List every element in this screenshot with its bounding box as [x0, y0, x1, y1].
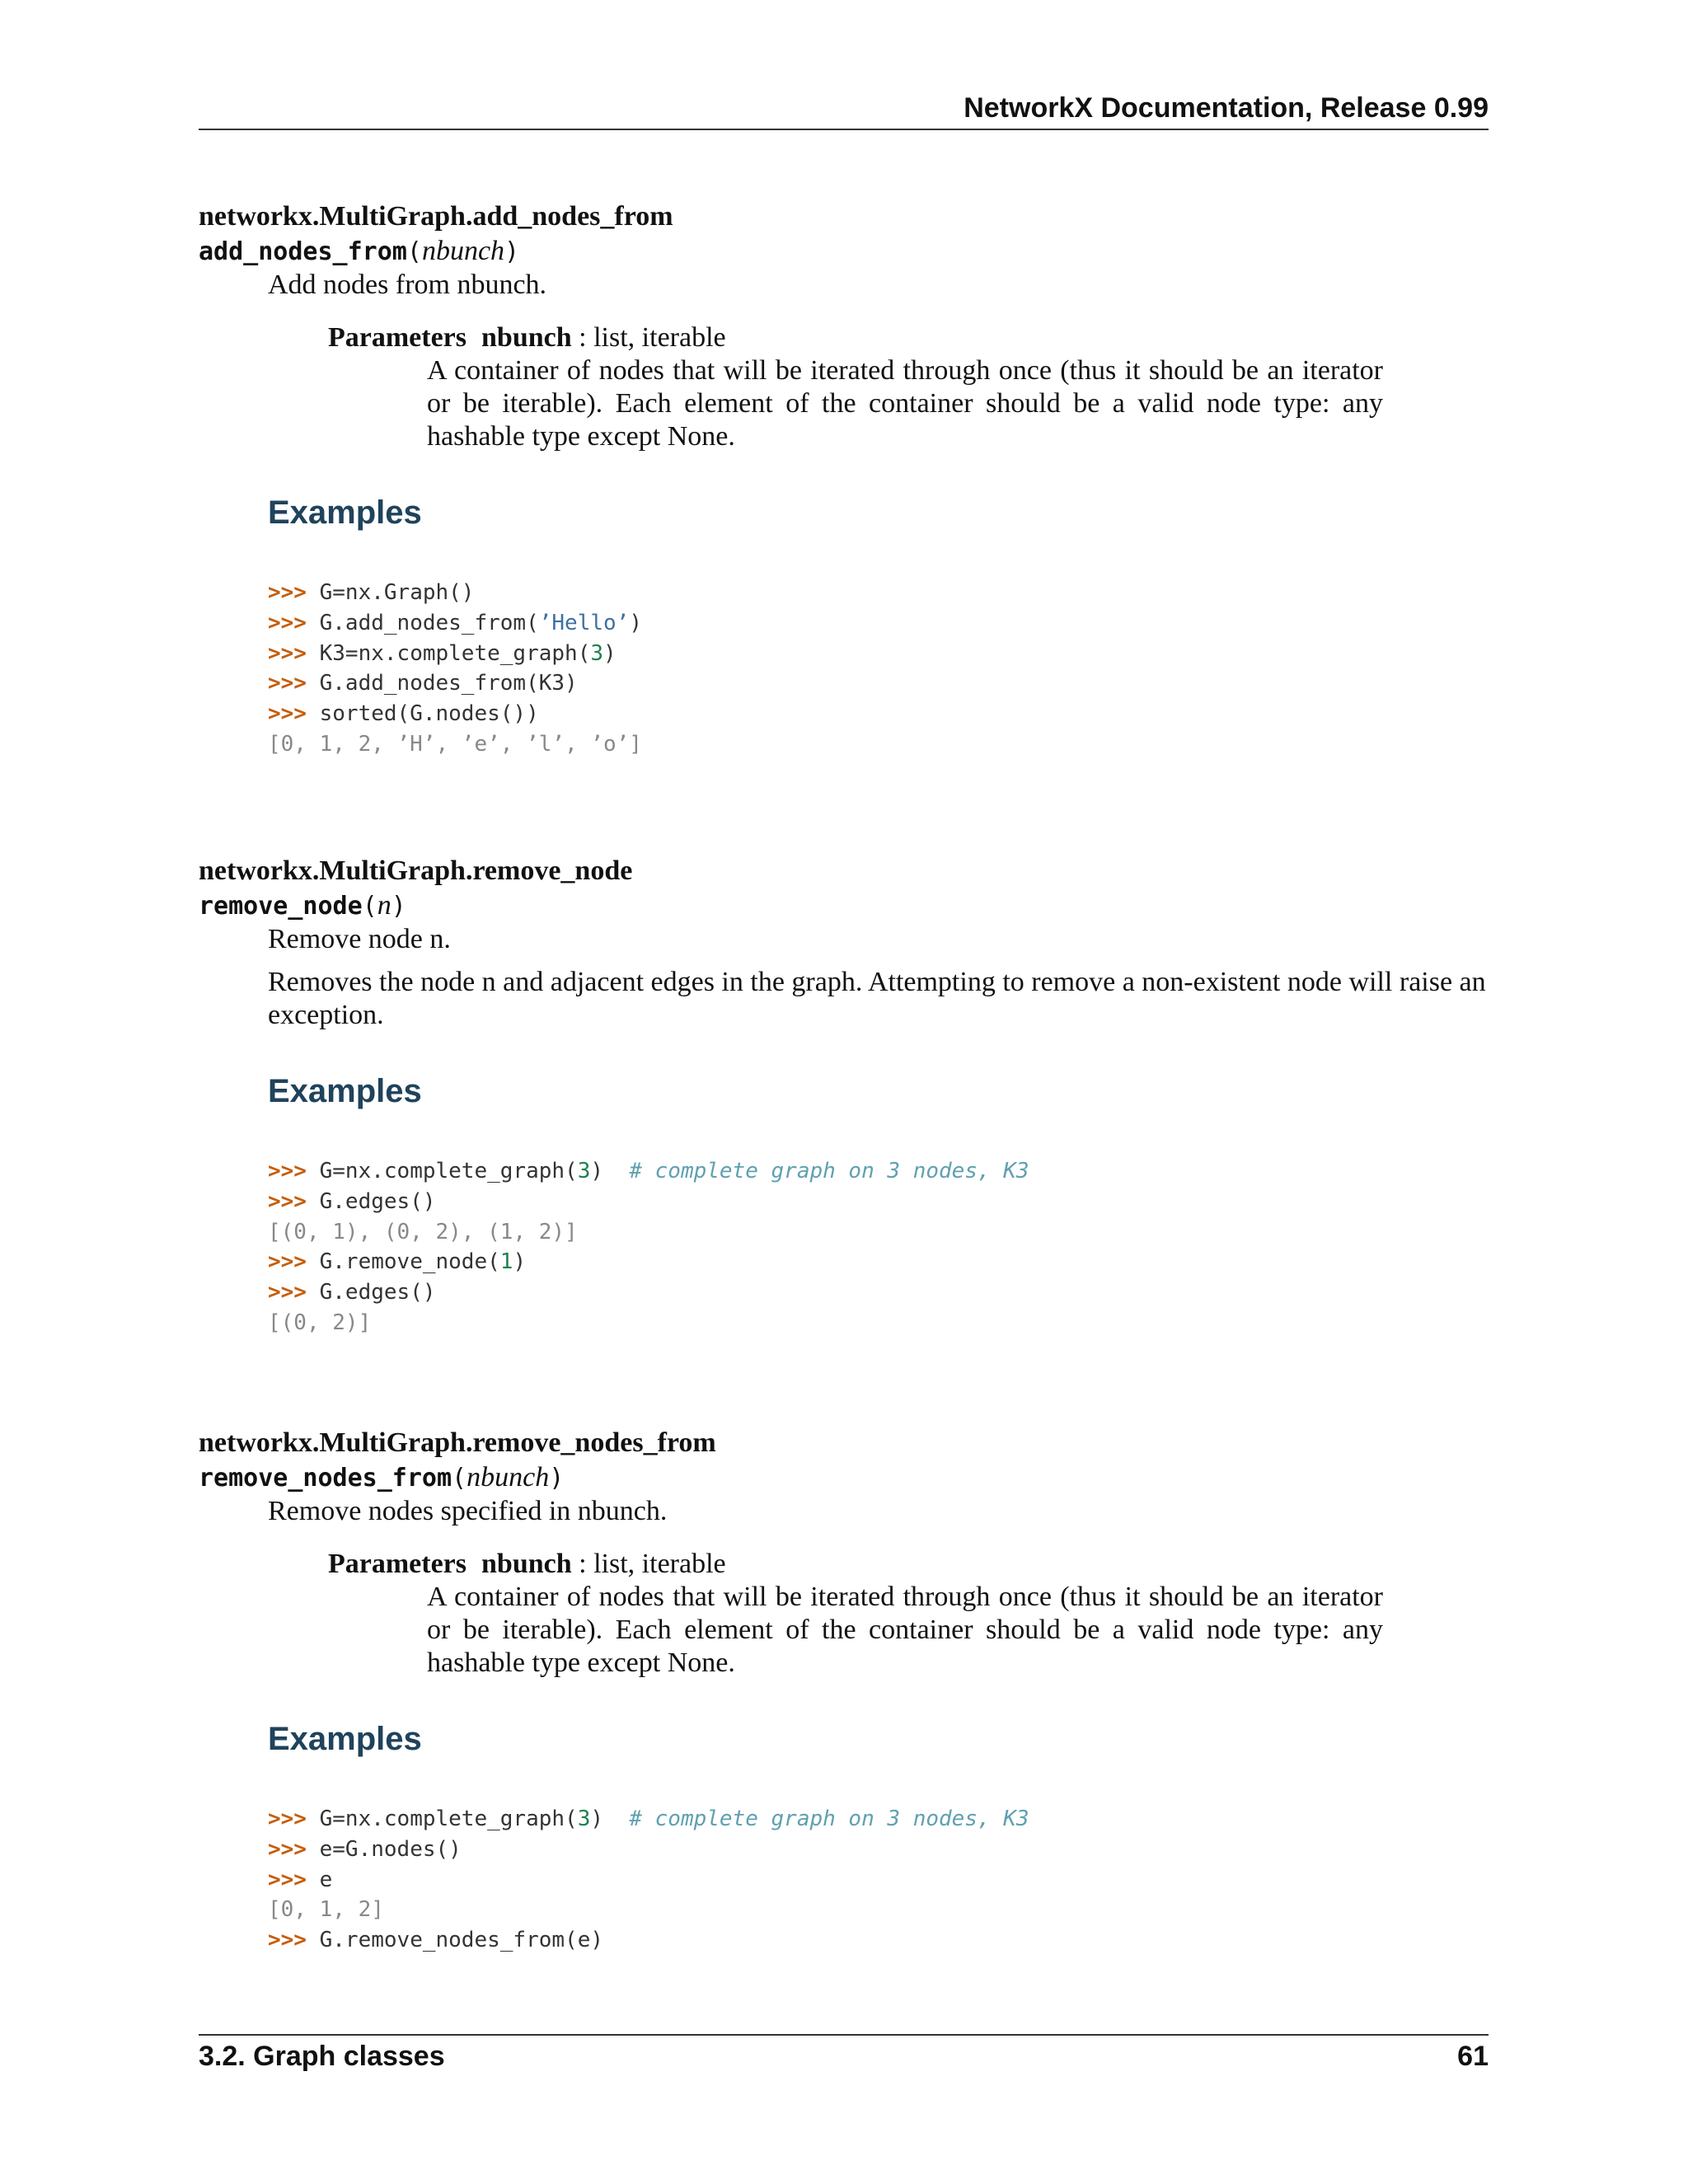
code-input-line: [268, 1156, 1493, 1187]
code-input-line: [268, 1925, 1493, 1956]
method-summary: Add nodes from nbunch.: [268, 269, 547, 300]
parameters-label: Parameters: [328, 1549, 467, 1579]
code-number: 3: [577, 1159, 591, 1183]
code-output: [0, 1, 2]: [268, 1897, 384, 1923]
examples-heading: Examples: [268, 494, 422, 531]
code-prompt: >>>: [268, 1807, 320, 1831]
code-prompt: >>>: [268, 1159, 320, 1183]
code-output-line: [268, 1895, 1493, 1925]
code-input-line: [268, 699, 1493, 729]
code-output: [0, 1, 2, ’H’, ’e’, ’l’, ’o’]: [268, 731, 642, 757]
code-number: 3: [590, 640, 604, 666]
open-paren: (: [406, 237, 422, 266]
method-qualname: networkx.MultiGraph.remove_node: [199, 855, 633, 886]
param-description: A container of nodes that will be iterated through once (thus it should be an iterator or be iterable). Each element of the container should be a valid node type: any hashable type except None.: [427, 1582, 1383, 1678]
code-example: [268, 1156, 1493, 1338]
code-input-line: [268, 1865, 1493, 1896]
code-input-line: [268, 1247, 1493, 1277]
code-prompt: >>>: [268, 701, 320, 727]
parameters-block: [328, 1548, 1493, 1680]
code-text: G=nx.complete_graph(: [319, 1807, 578, 1831]
footer-section-title: 3.2. Graph classes: [199, 2041, 445, 2072]
code-prompt: >>>: [268, 580, 320, 605]
code-text: G.add_nodes_from(: [319, 610, 539, 635]
code-text: e: [319, 1867, 333, 1892]
code-prompt: >>>: [268, 640, 320, 666]
examples-heading: Examples: [268, 1073, 422, 1109]
code-input-line: [268, 639, 1493, 669]
code-string: ’Hello’: [538, 610, 630, 635]
code-text: G=nx.complete_graph(: [319, 1159, 578, 1183]
code-prompt: >>>: [268, 1249, 320, 1275]
code-prompt: >>>: [268, 1867, 320, 1892]
code-text: G.edges(): [319, 1280, 436, 1305]
method-signature: [199, 1460, 1493, 1495]
code-comment: # complete graph on 3 nodes, K3: [629, 1159, 1029, 1183]
method-qualname: networkx.MultiGraph.add_nodes_from: [199, 201, 673, 232]
code-text: ): [629, 610, 642, 635]
code-text: G.remove_node(: [319, 1249, 500, 1275]
code-text: G.edges(): [319, 1188, 436, 1214]
code-example: [268, 578, 1493, 760]
code-prompt: >>>: [268, 1928, 320, 1953]
code-text: e=G.nodes(): [319, 1836, 462, 1862]
code-input-line: [268, 1277, 1493, 1308]
examples-heading: Examples: [268, 1721, 422, 1757]
param-type: : list, iterable: [571, 322, 726, 353]
code-prompt: >>>: [268, 1188, 320, 1214]
param-description: A container of nodes that will be iterated through once (thus it should be an iterator or be iterable). Each element of the container should be a valid node type: any hashable type except None.: [427, 355, 1383, 452]
method-remove-node: [199, 854, 1493, 1338]
code-example: [268, 1804, 1493, 1956]
code-prompt: >>>: [268, 610, 320, 635]
code-text: ): [590, 1807, 630, 1831]
code-output-line: [268, 1308, 1493, 1338]
code-text: G.remove_nodes_from(e): [319, 1928, 603, 1953]
code-input-line: [268, 608, 1493, 639]
method-summary: Remove nodes specified in nbunch.: [268, 1496, 668, 1526]
page-number: 61: [1457, 2041, 1489, 2072]
footer-rule: [199, 2034, 1489, 2036]
close-paren: ): [504, 237, 520, 266]
code-input-line: [268, 578, 1493, 608]
code-number: 1: [499, 1249, 513, 1275]
open-paren: (: [362, 892, 377, 921]
param-name: nbunch: [481, 322, 572, 353]
code-text: ): [590, 1159, 630, 1183]
code-prompt: >>>: [268, 671, 320, 696]
code-text: G.add_nodes_from(K3): [319, 671, 578, 696]
signature-name: remove_nodes_from: [199, 1464, 452, 1493]
param-name: nbunch: [481, 1549, 572, 1579]
code-text: K3=nx.complete_graph(: [319, 640, 591, 666]
open-paren: (: [452, 1464, 467, 1493]
code-text: G=nx.Graph(): [319, 580, 475, 605]
method-description: Removes the node n and adjacent edges in the graph. Attempting to remove a non-existent node will raise an exception.: [268, 967, 1486, 1030]
signature-name: add_nodes_from: [199, 237, 407, 266]
header-rule: [199, 129, 1489, 130]
code-input-line: [268, 1835, 1493, 1865]
code-input-line: [268, 1187, 1493, 1217]
close-paren: ): [391, 892, 406, 921]
code-text: ): [513, 1249, 527, 1275]
signature-param: nbunch: [421, 236, 505, 266]
code-output-line: [268, 729, 1493, 760]
code-prompt: >>>: [268, 1280, 320, 1305]
parameters-label: Parameters: [328, 322, 467, 353]
signature-param: n: [377, 890, 392, 921]
method-signature: [199, 888, 1493, 923]
method-add-nodes-from: [199, 199, 1493, 760]
running-header: NetworkX Documentation, Release 0.99: [964, 92, 1489, 124]
code-number: 3: [577, 1807, 591, 1831]
code-input-line: [268, 668, 1493, 699]
code-prompt: >>>: [268, 1836, 320, 1862]
method-summary: Remove node n.: [268, 924, 451, 954]
parameters-block: [328, 321, 1493, 453]
signature-name: remove_node: [199, 892, 363, 921]
code-input-line: [268, 1804, 1493, 1835]
code-output: [(0, 2)]: [268, 1310, 372, 1335]
code-text: ): [603, 640, 617, 666]
signature-param: nbunch: [467, 1462, 550, 1493]
code-output-line: [268, 1217, 1493, 1248]
method-qualname: networkx.MultiGraph.remove_nodes_from: [199, 1427, 716, 1458]
method-signature: [199, 234, 1493, 269]
code-output: [(0, 1), (0, 2), (1, 2)]: [268, 1219, 578, 1244]
close-paren: ): [549, 1464, 565, 1493]
param-type: : list, iterable: [571, 1549, 726, 1579]
method-remove-nodes-from: [199, 1426, 1493, 1956]
code-comment: # complete graph on 3 nodes, K3: [629, 1807, 1029, 1831]
code-text: sorted(G.nodes()): [319, 701, 539, 727]
